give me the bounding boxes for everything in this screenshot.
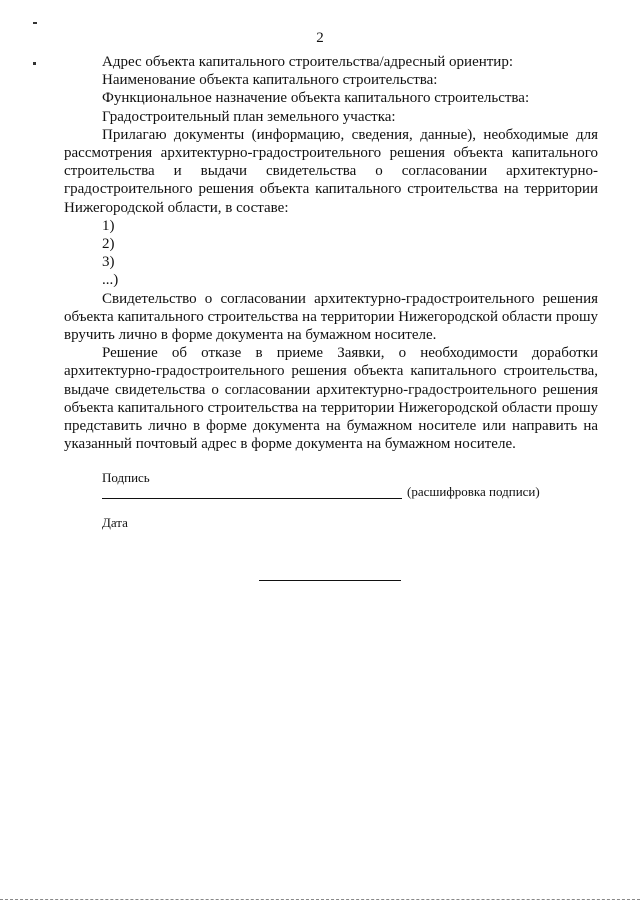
signature-line <box>102 498 402 499</box>
attachments-paragraph: Прилагаю документы (информацию, сведения, данные), необходимые для рассмотрения архитектурно-градостроительного решения объекта капитального строительства и выдачи свидетельства о согласовании архитектурно-градостроительного решения объекта капитального строительства на территории Нижегородской области, в составе: <box>64 126 598 216</box>
document-body <box>64 53 598 453</box>
decision-paragraph: Решение об отказе в приеме Заявки, о необходимости доработки архитектурно-градостроительного решения объекта капитального строительства, выдаче свидетельства о согласовании архитектурно-градостроительного решения объекта капитального строительства на территории Нижегородской области прошу представить лично в форме документа на бумажном носителе или направить на указанный почтовый адрес в форме документа на бумажном носителе. <box>64 345 598 453</box>
field-object-name: Наименование объекта капитального строительства: <box>102 72 438 89</box>
closing-rule <box>259 580 401 581</box>
field-urban-plan: Градостроительный план земельного участка: <box>102 108 396 125</box>
date-label: Дата <box>102 515 128 530</box>
list-item-2: 2) <box>102 236 115 253</box>
field-purpose: Функциональное назначение объекта капитального строительства: <box>102 90 530 107</box>
page-number: 2 <box>316 30 324 46</box>
list-item-1: 1) <box>102 217 115 234</box>
list-item-more: ...) <box>102 272 119 289</box>
signature-decode-label: (расшифровка подписи) <box>407 484 540 499</box>
certificate-paragraph: Свидетельство о согласовании архитектурно-градостроительного решения объекта капитального строительства на территории Нижегородской области прошу вручить лично в форме документа на бумажном носителе. <box>64 290 598 344</box>
scan-speck <box>33 22 37 24</box>
signature-label: Подпись <box>102 470 150 485</box>
scan-speck <box>33 62 36 65</box>
scan-edge <box>0 899 640 900</box>
list-item-3: 3) <box>102 254 115 271</box>
field-address: Адрес объекта капитального строительства/адресный ориентир: <box>102 54 514 70</box>
